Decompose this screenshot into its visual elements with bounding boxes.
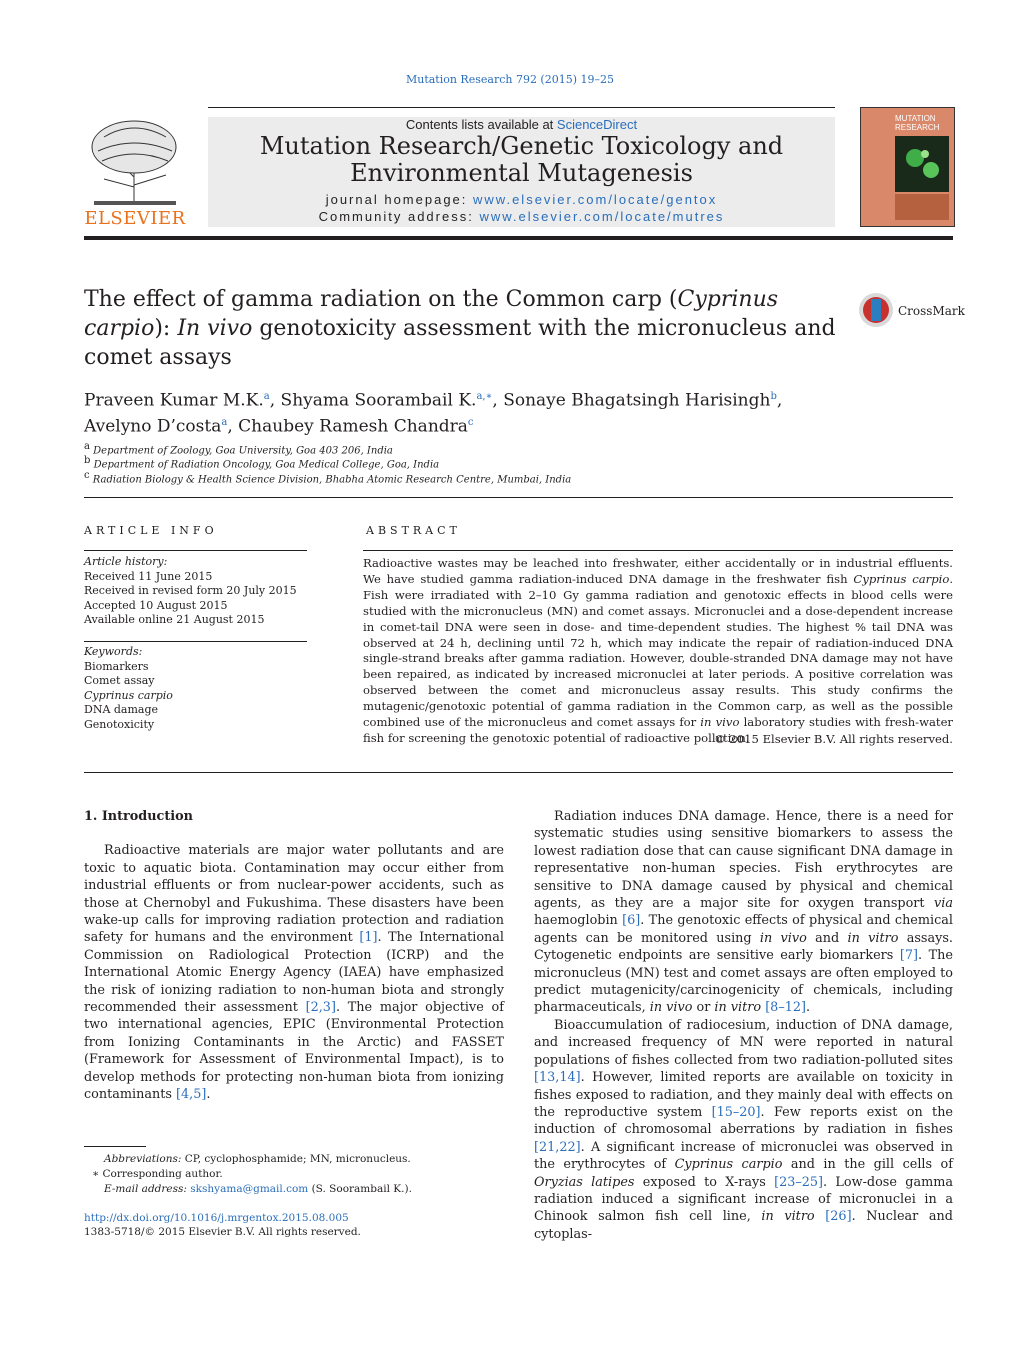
author-name[interactable]: Praveen Kumar M.K. (84, 390, 264, 411)
elsevier-wordmark: ELSEVIER (84, 208, 186, 229)
footnote-text: CP, cyclophosphamide; MN, micronucleus. (181, 1153, 411, 1165)
history-item: Received in revised form 20 July 2015 (84, 584, 297, 597)
abstract-italic: in vivo (700, 715, 740, 730)
citation-link[interactable]: [1] (359, 930, 378, 946)
keyword: DNA damage (84, 703, 159, 716)
body-italic: in vitro (761, 1209, 815, 1225)
info-rule (84, 550, 307, 551)
body-run: assays. Cytogenetic endpoints are sensitive early biomarkers (534, 930, 953, 964)
cover-title: MUTATION RESEARCH (895, 114, 940, 132)
abstract-italic: Cyprinus carpio (853, 571, 950, 586)
body-paragraph (534, 1017, 953, 1243)
author-affiliation-sup[interactable]: c (467, 416, 474, 428)
body-run (815, 1209, 826, 1224)
email-link[interactable]: skshyama@gmail.com (190, 1183, 309, 1195)
body-italic: in vitro (714, 1000, 762, 1016)
community-line (208, 209, 835, 224)
community-label: Community address: (318, 209, 480, 224)
footnote-rule (84, 1146, 146, 1147)
body-run: . The genotoxic effects of physical and chemical agents can be monitored using (534, 913, 953, 946)
title-text: The effect of gamma radiation on the Common carp ( (84, 287, 678, 312)
body-run: . Low-dose gamma radiation induced a significant increase of micronuclei in a Chinook salmon fish cell line, (534, 1174, 953, 1225)
journal-name: Mutation Research/Genetic Toxicology and Environmental Mutagenesis (259, 132, 784, 187)
abstract-run: laboratory studies with fresh-water fish for screening the genotoxic potential of radioactive pollution. (363, 715, 953, 745)
citation-link[interactable]: [6] (622, 913, 641, 929)
section-heading: 1. Introduction (84, 809, 193, 824)
footnote-text: (S. Soorambail K.). (308, 1183, 412, 1195)
citation-link[interactable]: [4,5] (176, 1087, 207, 1103)
contents-line (208, 117, 835, 132)
abstract-run: Radioactive wastes may be leached into freshwater, either accidentally or in industrial effluents. We have studied gamma radiation-induced DNA damage in the freshwater fish (363, 556, 953, 586)
affiliation-text: Department of Radiation Oncology, Goa Medical College, Goa, India (93, 459, 440, 471)
author-affiliation-sup[interactable]: a,∗ (476, 391, 493, 402)
citation-link[interactable]: [26] (825, 1209, 852, 1225)
affiliation (84, 455, 944, 470)
history-item: Accepted 10 August 2015 (84, 598, 228, 612)
header-thick-rule (84, 236, 953, 240)
affiliation (84, 470, 944, 485)
abstract-copyright: © 2015 Elsevier B.V. All rights reserved. (714, 732, 953, 746)
author-affiliation-sup[interactable]: a (221, 416, 228, 428)
affiliation-text: Department of Zoology, Goa University, Goa 403 206, India (93, 445, 393, 457)
history-item: Received 11 June 2015 (84, 569, 213, 583)
keyword: Cyprinus carpio (84, 688, 173, 702)
footnote-label: E-mail address: (104, 1183, 187, 1195)
abstract-run: . Fish were irradiated with 2–10 Gy gamma radiation and genotoxic effects in blood cells were studied with the micronucleus (MN) and comet assays. Micronuclei and a dose-dependent increase in comet-tail DNA were seen in dose- and time-dependent studies. The highest % tail DNA was observed at 24 h, declining until 72 h, which may indicate the repair of radiation-induced DNA single-strand breaks after gamma radiation. However, double-stranded DNA damage may not have been repaired, as indicated by increased micronuclei at later periods. A positive correlation was observed between the comet and micronucleus assay results. This study confirms the mutagenic/genotoxic potential of gamma radiation in the Common carp, as well as the possible combined use of the micronucleus and comet assays for (363, 571, 953, 730)
author-name[interactable]: Sonaye Bhagatsingh Harisingh (503, 390, 771, 411)
citation-link[interactable]: [8–12] (765, 1000, 806, 1016)
title-text: ): (154, 316, 178, 341)
abstract-heading: ABSTRACT (366, 524, 461, 537)
body-run: . The International Commission on Radiological Protection (ICRP) and the International Atomic Energy Agency (IAEA) have emphasized the risk of ionizing radiation to non-human biota and strongly recommended their assessment (84, 930, 504, 1016)
corresponding-footnote: ∗ Corresponding author. (92, 1168, 223, 1180)
keyword: Comet assay (84, 674, 155, 687)
body-run: or (692, 1000, 715, 1016)
body-run: exposed to X-rays (634, 1174, 775, 1190)
body-run: and (806, 930, 848, 946)
body-paragraph (84, 842, 504, 1103)
body-run: . (806, 1000, 811, 1016)
author-name[interactable]: Avelyno D’costa (84, 416, 222, 437)
title-invivo: In vivo (177, 316, 253, 341)
body-run: . The major objective of two international agencies, EPIC (Environmental Protection from Ionizing Contaminants in the Arctic) and FASSET (Framework for Assessment of Environmental Impact), is to develop methods for protecting non-human biota from ionizing contaminants (84, 1000, 504, 1103)
body-italic: Cyprinus carpio (674, 1157, 783, 1173)
keywords-label: Keywords: (84, 645, 143, 658)
body-run: Radioactive materials are major water pollutants and are toxic to aquatic biota. Contamination may occur either from industrial effluents or from nuclear-power accidents, such as those at Chernobyl and Fukushima. These disasters have been wake-up calls for improving radiation protection and radiation safety for humans and the environment (84, 843, 504, 946)
body-italic: Oryzias latipes (534, 1174, 635, 1190)
body-italic: in vivo (649, 1000, 693, 1016)
citation-link[interactable]: [7] (899, 948, 919, 964)
abstract-text (363, 556, 953, 747)
body-run: . The micronucleus (MN) test and comet assays are often employed to predict mutagenicity/carcinogenicity of chemicals, including pharmaceuticals, (534, 948, 953, 1016)
body-column-left (84, 808, 504, 1104)
cover-band (895, 194, 949, 220)
footnote-label: Abbreviations: (104, 1153, 182, 1165)
body-run: . A significant increase of micronuclei was observed in the erythrocytes of (534, 1139, 953, 1173)
title-text: genotoxicity assessment with the micronucleus and comet assays (84, 316, 836, 370)
doi-link[interactable]: http://dx.doi.org/10.1016/j.mrgentox.2015.08.005 (84, 1212, 349, 1224)
keyword: Genotoxicity (84, 717, 155, 731)
affiliation-text: Radiation Biology & Health Science Division, Bhabha Atomic Research Centre, Mumbai, India (92, 474, 572, 486)
citation-link[interactable]: [13,14] (534, 1070, 581, 1086)
author-affiliation-sup[interactable]: a (263, 391, 270, 402)
author-list: Praveen Kumar M.K.$^a$, Shyama Soorambail K.$^{a,∗}$, Sonaye Bhagatsingh Harisingh$^b$, Avelyno D’costa$^a$, Chaubey Ramesh Chandra$^c$ (84, 390, 783, 437)
cover-micrograph-icon (895, 136, 949, 192)
homepage-link[interactable]: www.elsevier.com/locate/gentox (473, 192, 718, 207)
history-label: Article history: (84, 555, 168, 568)
body-run: . (206, 1087, 211, 1103)
body-run: Bioaccumulation of radiocesium, induction of DNA damage, and increased frequency of MN were reported in natural populations of fishes collected from two radiation-polluted sites (534, 1017, 953, 1068)
body-run: and in the gill cells of (782, 1157, 953, 1173)
body-run: . Few reports exist on the induction of chromosomal aberrations by radiation in fishes (534, 1104, 954, 1138)
sciencedirect-link[interactable]: ScienceDirect (556, 117, 638, 132)
section-rule (84, 497, 953, 498)
section-rule (84, 772, 953, 773)
body-run: . Nuclear and cytoplas- (534, 1209, 953, 1242)
citation-link[interactable]: [2,3] (305, 1000, 336, 1016)
affiliation-sup: b (84, 455, 91, 466)
community-link[interactable]: www.elsevier.com/locate/mutres (479, 209, 725, 224)
email-footnote (84, 1182, 504, 1197)
homepage-label: journal homepage: (325, 192, 474, 207)
keywords (84, 645, 314, 732)
affiliation-sup: a (84, 441, 90, 452)
body-run: . However, limited reports are available on toxicity in fishes exposed to radiation, and they mainly deal with effects on the reproductive system (534, 1070, 953, 1120)
article-title (84, 285, 844, 372)
body-column-right (534, 808, 953, 1243)
history-item: Available online 21 August 2015 (84, 613, 265, 626)
crossmark-label[interactable]: CrossMark (898, 304, 965, 318)
author-affiliation-sup[interactable]: b (770, 391, 777, 402)
body-run: haemoglobin (534, 913, 623, 929)
body-italic: in vivo (759, 930, 807, 946)
article-info-heading: ARTICLE INFO (84, 524, 218, 537)
abbreviations-footnote (84, 1152, 504, 1167)
affiliation-sup: c (84, 470, 90, 481)
author-name[interactable]: Chaubey Ramesh Chandra (238, 416, 468, 437)
contents-prefix: Contents lists available at (405, 117, 557, 132)
journal-reference[interactable]: Mutation Research 792 (2015) 19–25 (405, 73, 615, 86)
keyword: Biomarkers (84, 659, 149, 673)
issn-line: 1383-5718/© 2015 Elsevier B.V. All rights reserved. (84, 1226, 361, 1238)
cover-image (895, 136, 949, 192)
footnotes (84, 1152, 504, 1197)
author-name[interactable]: Shyama Soorambail K. (280, 390, 477, 411)
abstract-rule (363, 550, 953, 551)
title-species: Cyprinus carpio (84, 287, 779, 341)
body-paragraph (534, 808, 953, 1017)
article-history (84, 555, 314, 628)
citation-link[interactable]: [21,22] (534, 1139, 581, 1155)
body-run: Radiation induces DNA damage. Hence, there is a need for systematic studies using sensitive biomarkers to assess the lowest radiation dose that can cause significant DNA damage in representative non-human species. Fish erythrocytes are sensitive to DNA damage caused by physical and chemical agents, as they are a major site for oxygen transport (534, 809, 953, 912)
citation-link[interactable]: [23–25] (774, 1174, 824, 1190)
info-rule (84, 641, 307, 642)
body-italic: in vitro (847, 930, 899, 946)
body-italic: via (934, 896, 953, 912)
journal-cover-thumbnail[interactable] (860, 107, 955, 227)
header-rule (208, 107, 835, 108)
homepage-line (208, 192, 835, 207)
citation-link[interactable]: [15–20] (711, 1104, 761, 1120)
